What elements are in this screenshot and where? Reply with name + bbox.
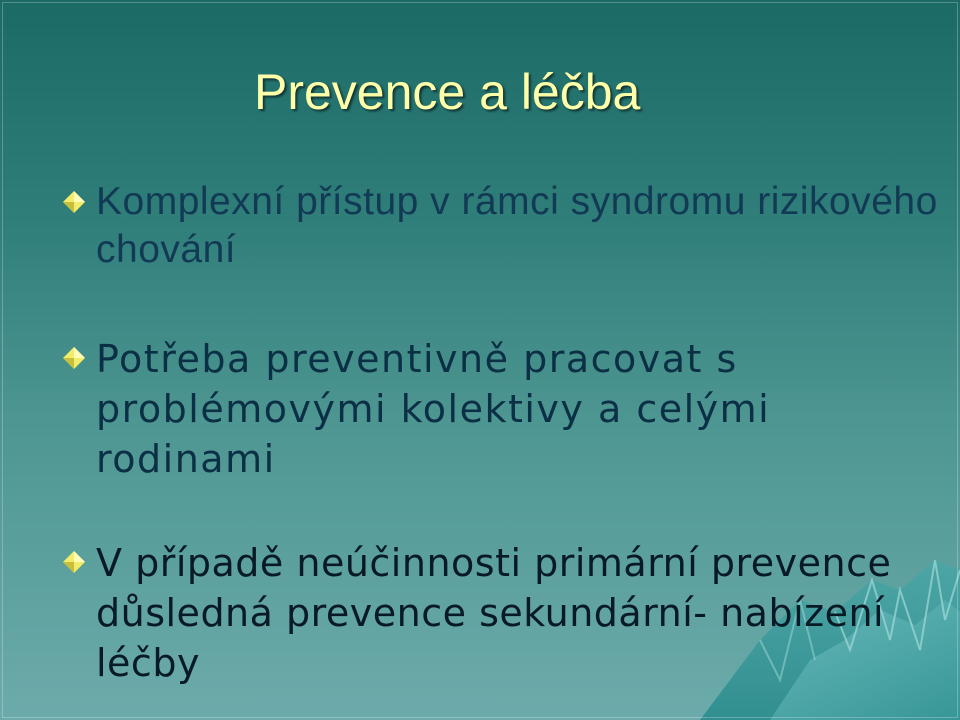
bullet-text: V případě neúčinnosti primární prevence důsledná prevence sekundární- nabízení léčby [96, 541, 892, 685]
bullet-item [60, 178, 940, 274]
bullet-text: Komplexní přístup v rámci syndromu rizikového chování [96, 180, 938, 271]
bullet-item [60, 538, 940, 688]
bullet-text: Potřeba preventivně pracovat s problémovými kolektivy a celými rodinami [96, 337, 771, 481]
diamond-bullet-icon [62, 190, 86, 214]
slide-title: Prevence a léčba [254, 64, 641, 120]
diamond-bullet-icon [62, 346, 86, 370]
bullet-list [60, 178, 940, 688]
bullet-item [60, 334, 940, 484]
diamond-bullet-icon [62, 550, 86, 574]
